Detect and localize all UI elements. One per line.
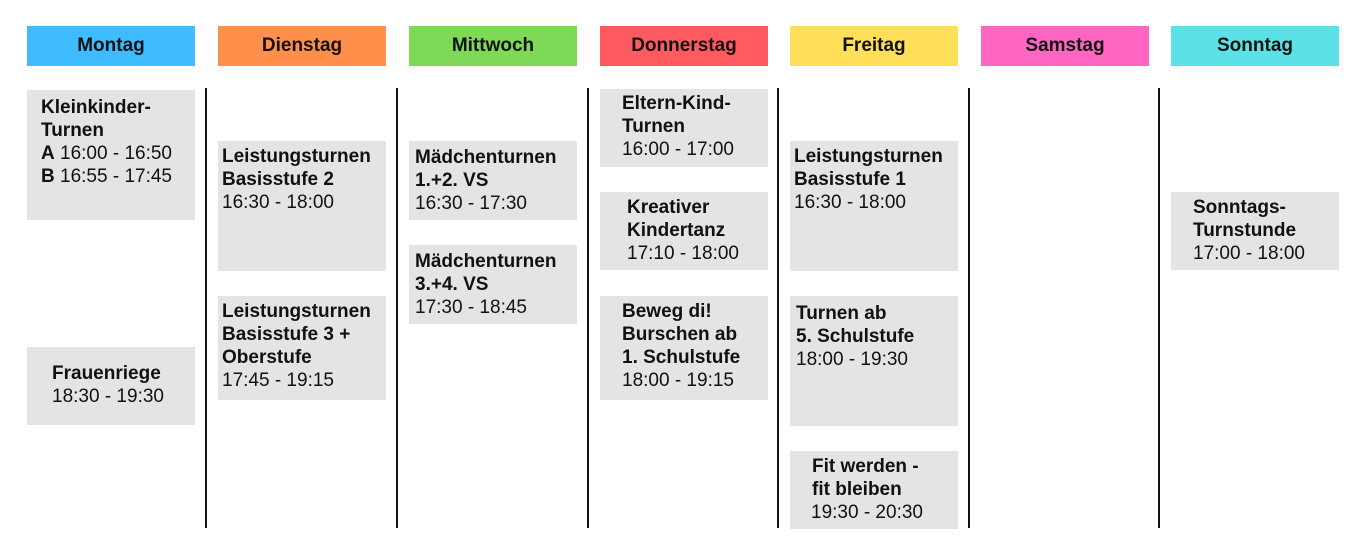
session-title: Kreativer Kindertanz: [627, 197, 726, 241]
session-title: Beweg di! Burschen ab 1. Schulstufe: [622, 301, 741, 368]
column-divider: [587, 88, 589, 528]
session-time: 18:30 - 19:30: [52, 386, 164, 407]
session-title: Kleinkinder- Turnen: [41, 97, 151, 141]
session-time: 16:00 - 17:00: [622, 139, 734, 160]
session-title: Leistungsturnen Basisstufe 2: [222, 146, 371, 190]
session-time: 16:30 - 17:30: [415, 193, 527, 214]
session-title: Fit werden - fit bleiben: [812, 456, 919, 500]
session-time: 17:45 - 19:15: [222, 370, 334, 391]
session-title: Eltern-Kind- Turnen: [622, 93, 731, 137]
session-card-beweg-di-burschen: [600, 296, 768, 400]
day-header-montag: Montag: [27, 26, 195, 66]
group-label: B: [41, 166, 55, 187]
session-time: 17:00 - 18:00: [1193, 243, 1305, 264]
session-card-frauenriege: [27, 347, 195, 425]
column-divider: [777, 88, 779, 528]
column-divider: [1158, 88, 1160, 528]
session-time: 16:55 - 17:45: [54, 166, 172, 187]
column-divider: [968, 88, 970, 528]
session-time: 16:30 - 18:00: [794, 192, 906, 213]
session-title: Turnen ab 5. Schulstufe: [796, 303, 915, 347]
session-card-maedchenturnen-3-4: [409, 245, 577, 324]
session-time-group-b: [41, 165, 195, 188]
day-header-dienstag: Dienstag: [218, 26, 386, 66]
session-time: 19:30 - 20:30: [811, 502, 923, 523]
session-card-kreativer-kindertanz: [600, 192, 768, 270]
day-header-samstag: Samstag: [981, 26, 1149, 66]
session-time: 18:00 - 19:15: [622, 370, 734, 391]
session-time: 16:00 - 16:50: [54, 143, 172, 164]
session-card-eltern-kind-turnen: [600, 89, 768, 167]
session-title: Mädchenturnen 1.+2. VS: [415, 147, 557, 191]
column-divider: [205, 88, 207, 528]
session-title: Leistungsturnen Basisstufe 1: [794, 146, 943, 190]
session-title: Sonntags- Turnstunde: [1193, 197, 1297, 241]
column-divider: [396, 88, 398, 528]
day-header-donnerstag: Donnerstag: [600, 26, 768, 66]
group-label: A: [41, 143, 55, 164]
session-card-leistungsturnen-basisstufe-1: [790, 141, 958, 271]
session-time: 17:30 - 18:45: [415, 297, 527, 318]
session-title: Mädchenturnen 3.+4. VS: [415, 251, 557, 295]
session-time-group-a: [41, 142, 195, 165]
session-time: 16:30 - 18:00: [222, 192, 334, 213]
session-card-turnen-ab-5-schulstufe: [790, 296, 958, 426]
session-card-leistungsturnen-basisstufe-2: [218, 141, 386, 271]
session-card-sonntags-turnstunde: [1171, 192, 1339, 270]
session-time: 17:10 - 18:00: [627, 243, 739, 264]
day-header-sonntag: Sonntag: [1171, 26, 1339, 66]
session-card-maedchenturnen-1-2: [409, 141, 577, 220]
session-time: 18:00 - 19:30: [796, 349, 908, 370]
session-card-fit-werden-fit-bleiben: [790, 451, 958, 529]
session-title: Leistungsturnen Basisstufe 3 + Oberstufe: [222, 301, 371, 368]
session-card-kleinkinder-turnen: [27, 90, 195, 220]
session-title: Frauenriege: [52, 363, 161, 384]
day-header-mittwoch: Mittwoch: [409, 26, 577, 66]
day-header-freitag: Freitag: [790, 26, 958, 66]
session-card-leistungsturnen-basisstufe-3: [218, 296, 386, 400]
